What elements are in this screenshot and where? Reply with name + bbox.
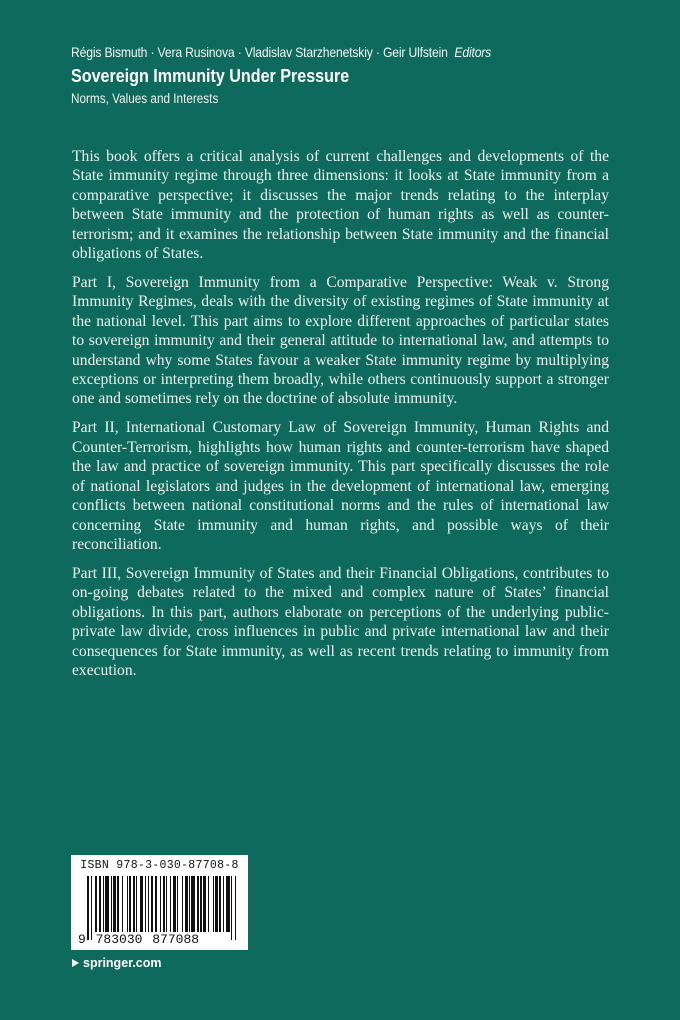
blurb-paragraph-intro: This book offers a critical analysis of current challenges and developments of the State immunity regime through three dimensions: it looks at State immunity from a comparative perspective; it discusses the major trends relating to the interplay between State immunity and the protection of human rights as well as counter-terrorism; and it examines the relationship between State immunity and the financial obligations of States.: [72, 148, 609, 263]
isbn-barcode: [71, 855, 248, 950]
barcode-bars-icon: [87, 876, 237, 940]
editors-names: Régis Bismuth · Vera Rusinova · Vladislav Starzhenetskiy · Geir Ulfstein: [71, 44, 448, 60]
barcode-digit-group-2: 877088: [152, 932, 200, 947]
springer-link-text[interactable]: springer.com: [83, 956, 162, 970]
barcode-digits: [77, 933, 200, 947]
isbn-label: ISBN 978-3-030-87708-8: [80, 859, 239, 872]
blurb: [72, 147, 609, 690]
blurb-paragraph-part-1: Part I, Sovereign Immunity from a Comparative Perspective: Weak v. Strong Immunity Regimes, deals with the diversity of existing regimes of State immunity at the national level. This part aims to explore different approaches of particular states to sovereign immunity and their general attitude to international law, and attempts to understand why some States favour a weaker State immunity regime by multiplying exceptions or interpreting them broadly, while others continuously support a stronger one and sometimes rely on the doctrine of absolute immunity.: [72, 274, 609, 408]
barcode-lead-digit: 9: [78, 932, 86, 947]
editors-role: Editors: [454, 44, 492, 60]
barcode-digit-group-1: 783030: [95, 932, 143, 947]
blurb-paragraph-part-2: Part II, International Customary Law of Sovereign Immunity, Human Rights and Counter-Terrorism, highlights how human rights and counter-terrorism have shaped the law and practice of sovereign immunity. This part specifically discusses the role of national legislators and judges in the development of international law, emerging conflicts between national constitutional norms and the rules of international law concerning State immunity and human rights, and possible ways of their reconciliation.: [72, 419, 609, 553]
cover-header: [71, 44, 631, 106]
springer-link[interactable]: [72, 956, 162, 970]
book-subtitle: Norms, Values and Interests: [71, 91, 219, 106]
triangle-arrow-icon: [72, 959, 79, 967]
editors-line: [71, 44, 628, 60]
blurb-paragraph-part-3: Part III, Sovereign Immunity of States and their Financial Obligations, contributes to on-going debates related to the mixed and complex nature of States’ financial obligations. In this part, authors elaborate on perceptions of the underlying public-private law divide, cross influences in public and private international law and their consequences for State immunity, as well as recent trends relating to immunity from execution.: [72, 564, 609, 679]
book-title: Sovereign Immunity Under Pressure: [71, 65, 350, 86]
